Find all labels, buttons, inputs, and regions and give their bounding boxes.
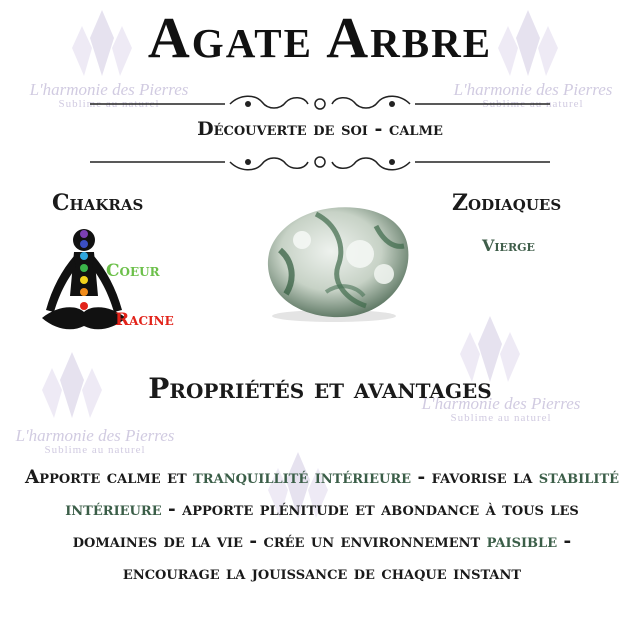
chakra-dot-sacral bbox=[80, 288, 88, 296]
ornament-divider-top bbox=[90, 92, 550, 116]
chakra-label-heart: Coeur bbox=[106, 261, 160, 281]
desc-segment: - encourage la jouissance de chaque instant bbox=[122, 531, 572, 584]
desc-segment-highlight: stabilité intérieure bbox=[65, 467, 620, 520]
chakra-dots bbox=[80, 230, 88, 310]
ornament-divider-bottom bbox=[90, 150, 550, 174]
desc-segment-highlight: paisible bbox=[486, 531, 558, 552]
watermark-tagline: Sublime au naturel bbox=[44, 444, 146, 456]
page-title: Agate Arbre bbox=[147, 5, 493, 70]
zodiac-value: Vierge bbox=[482, 236, 535, 255]
watermark-mid-left bbox=[0, 426, 200, 456]
subtitle: Découverte de soi - calme bbox=[197, 118, 443, 140]
watermark-brand: L'harmonie des Pierres bbox=[421, 394, 581, 413]
chakra-label-root: Racine bbox=[115, 310, 174, 330]
chakra-dot-heart bbox=[80, 264, 88, 272]
properties-heading: Propriétés et avantages bbox=[148, 372, 492, 405]
chakra-dot-solar-plexus bbox=[80, 276, 88, 284]
watermark-brand: L'harmonie des Pierres bbox=[15, 426, 175, 445]
watermark-brand: L'harmonie des Pierres bbox=[453, 80, 613, 99]
desc-segment: - apporte plénitude et abondance à tous les domaines de la vie - crée un environnement bbox=[72, 499, 579, 552]
agate-stone-image bbox=[256, 196, 416, 326]
watermark-tagline: Sublime au naturel bbox=[482, 98, 584, 110]
watermark-brand: L'harmonie des Pierres bbox=[29, 80, 189, 99]
properties-description bbox=[24, 462, 620, 590]
chakra-dot-throat bbox=[80, 252, 88, 260]
chakra-dot-third-eye bbox=[80, 240, 88, 248]
zodiac-heading: Zodiaques bbox=[452, 190, 562, 216]
chakras-heading: Chakras bbox=[52, 190, 144, 216]
chakra-dot-root bbox=[80, 302, 88, 310]
watermark-tagline: Sublime au naturel bbox=[58, 98, 160, 110]
desc-segment: Apporte calme et bbox=[24, 467, 194, 488]
watermark-tagline: Sublime au naturel bbox=[450, 412, 552, 424]
chakra-dot-crown bbox=[80, 230, 88, 238]
desc-segment: - favorise la bbox=[411, 467, 539, 488]
desc-segment-highlight: tranquillité intérieure bbox=[193, 467, 412, 488]
